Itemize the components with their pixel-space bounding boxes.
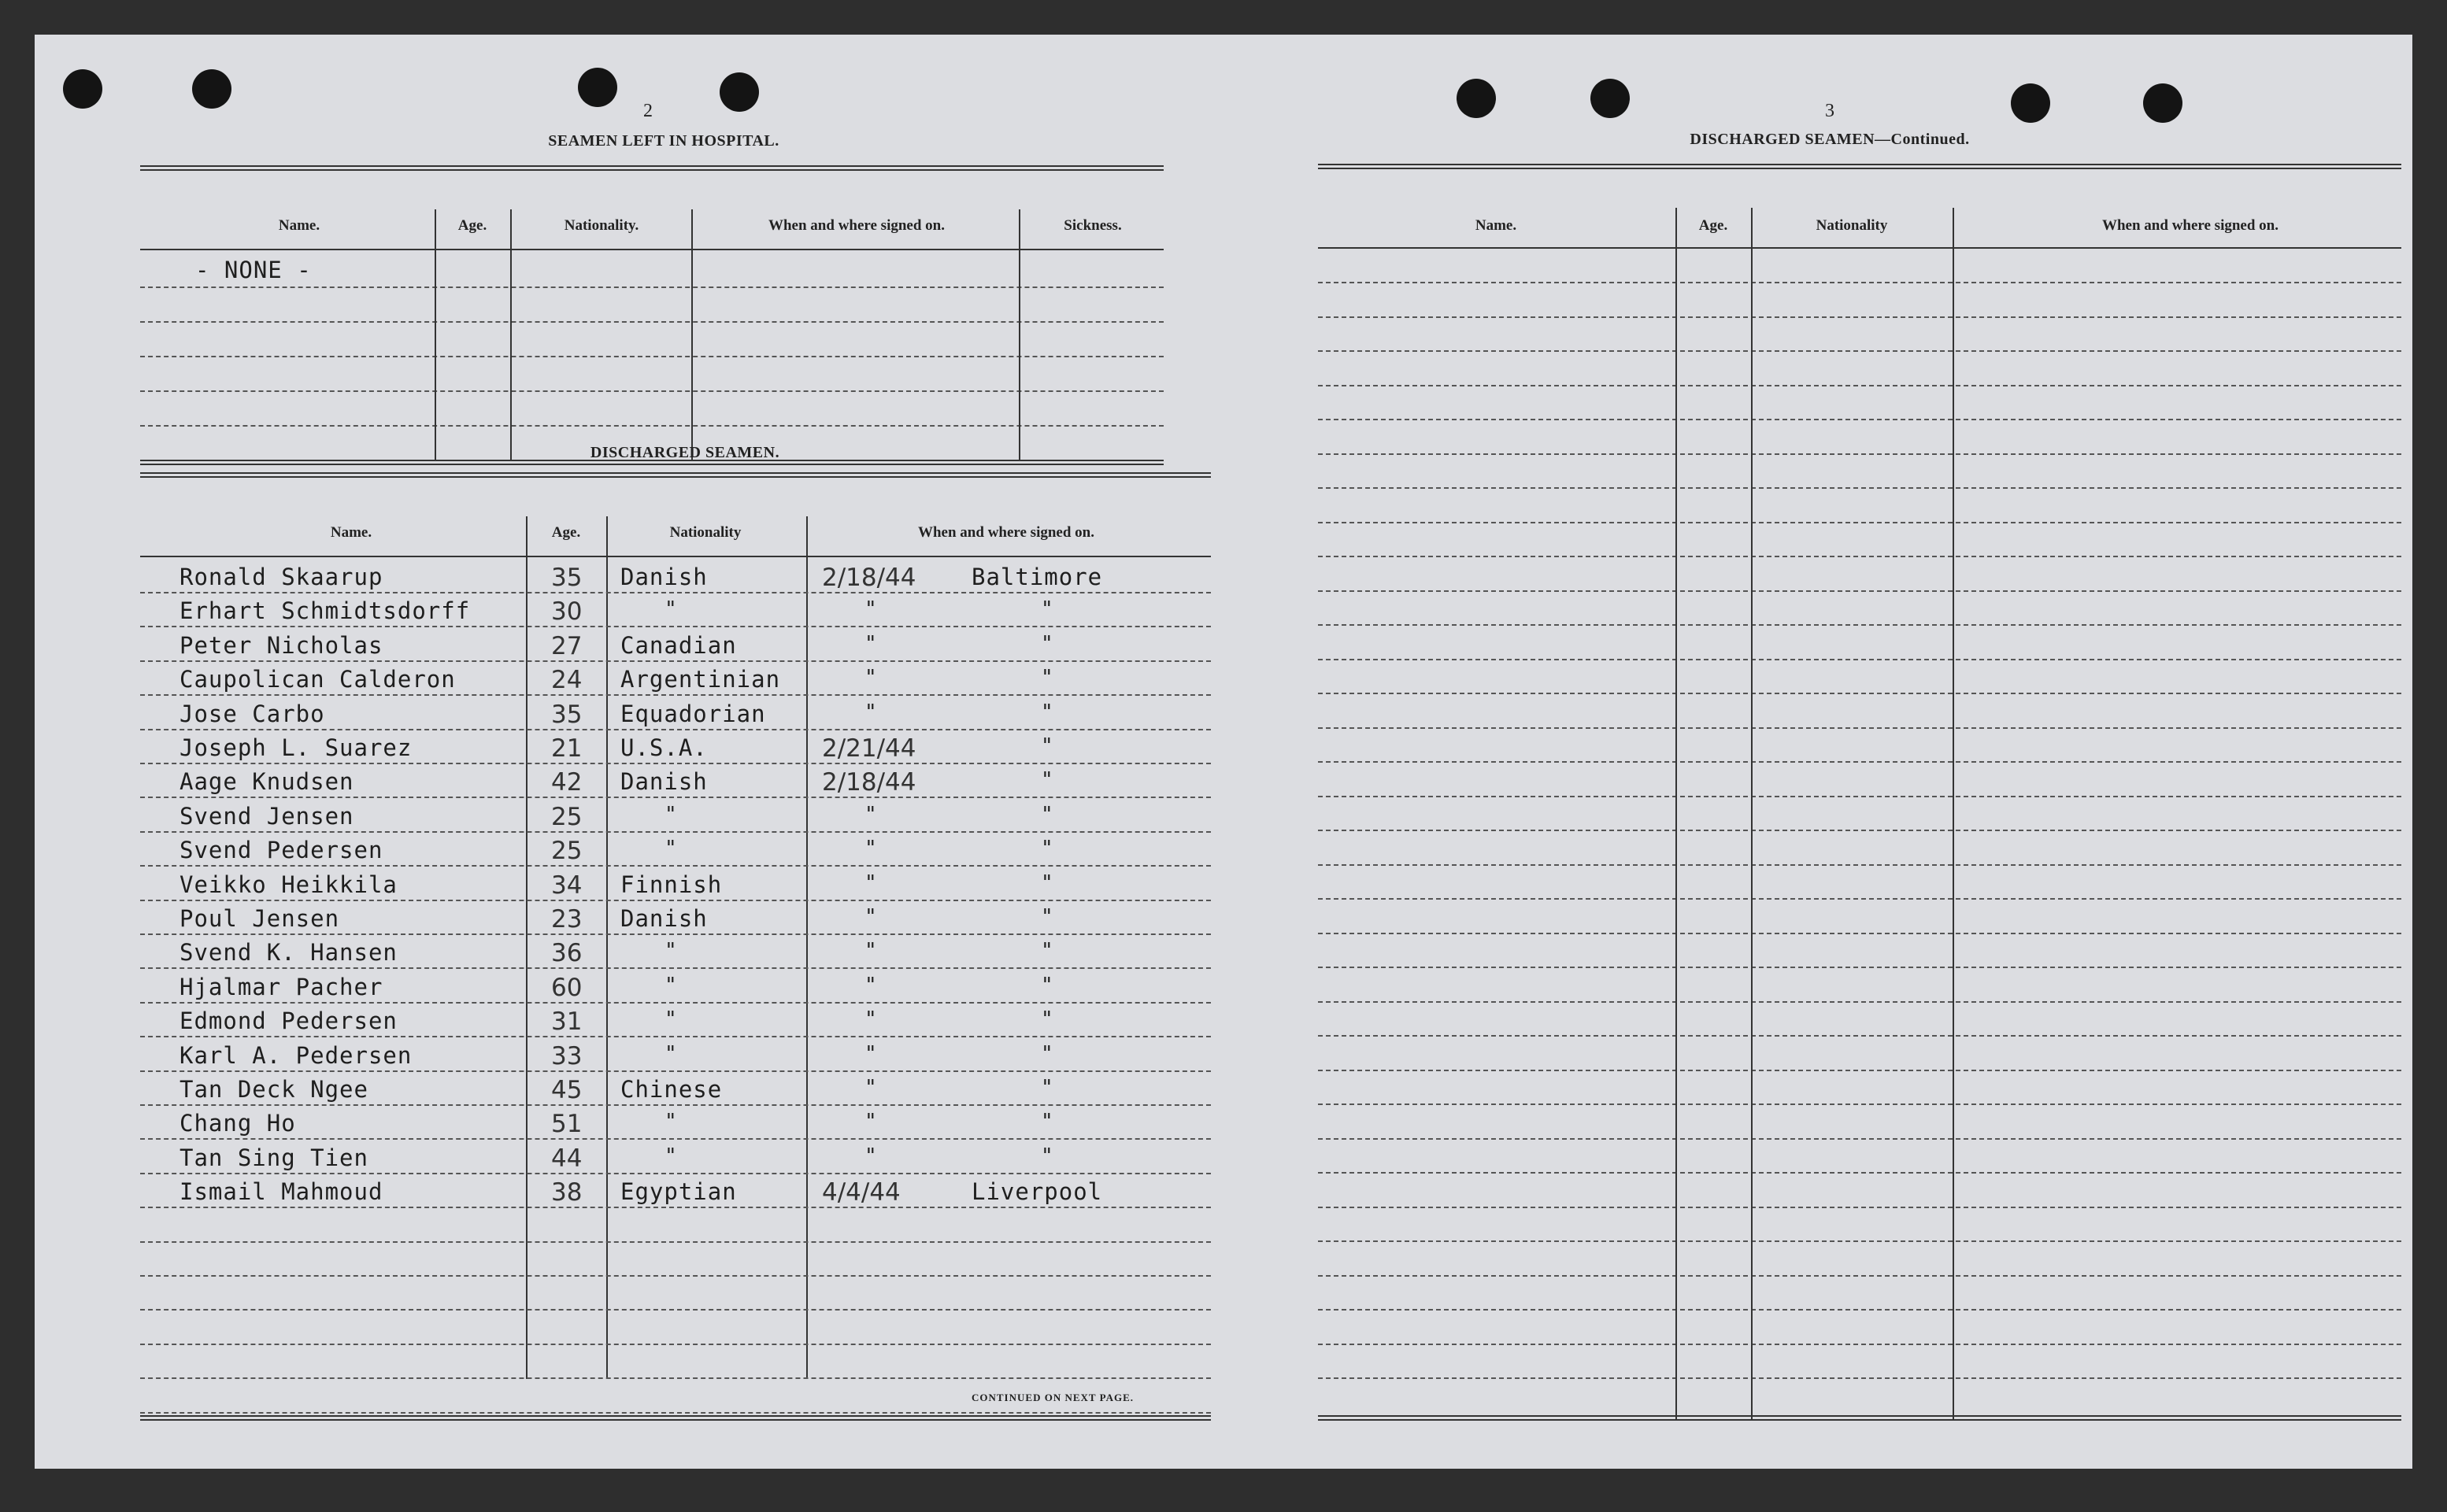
hospital-header-sickness: Sickness. [1064, 217, 1122, 234]
seaman-name: Hjalmar Pacher [180, 973, 383, 1000]
seaman-age: 30 [551, 597, 583, 627]
blank-row-line [1318, 590, 2401, 592]
signed-on-place: " [1041, 1076, 1053, 1100]
seaman-nationality: U.S.A. [620, 734, 708, 761]
blank-row-line [1318, 556, 2401, 557]
seaman-age: 60 [551, 973, 583, 1002]
seaman-age: 51 [551, 1110, 583, 1139]
punch-hole [192, 69, 231, 109]
blank-row-line [1318, 419, 2401, 420]
signed-on-date: " [864, 837, 877, 861]
seaman-age: 38 [551, 1178, 583, 1207]
continued-header-nationality: Nationality [1816, 217, 1888, 234]
blank-row-line [1318, 282, 2401, 283]
blank-row-line [1318, 933, 2401, 934]
signed-on-date: 2/21/44 [822, 734, 916, 763]
blank-row-line [1318, 898, 2401, 900]
seaman-nationality: Danish [620, 905, 708, 932]
seaman-name: Svend K. Hansen [180, 939, 398, 967]
seaman-name: Erhart Schmidtsdorff [180, 597, 471, 625]
blank-row-line [140, 1309, 1211, 1311]
blank-row-line [1318, 1377, 2401, 1379]
seaman-age: 25 [551, 802, 583, 831]
seaman-nationality: " [665, 1110, 677, 1134]
hospital-header-name: Name. [278, 217, 320, 234]
blank-row-line [1318, 1309, 2401, 1311]
signed-on-place: " [1041, 802, 1053, 826]
signed-on-place: " [1041, 734, 1053, 758]
blank-row-line [1318, 487, 2401, 489]
blank-row-line [1318, 1344, 2401, 1345]
blank-row-line [1318, 1240, 2401, 1242]
discharged-header-name: Name. [330, 524, 372, 541]
seaman-age: 34 [551, 871, 583, 900]
blank-row-line [1318, 761, 2401, 763]
blank-row-line [1318, 727, 2401, 729]
blank-row-line [1318, 796, 2401, 797]
seaman-age: 27 [551, 631, 583, 660]
signed-on-date: " [864, 871, 877, 895]
seaman-nationality: Danish [620, 564, 708, 590]
signed-on-date: " [864, 1076, 877, 1100]
signed-on-place: " [1041, 631, 1053, 656]
seaman-age: 35 [551, 564, 583, 592]
punch-hole [578, 68, 617, 107]
seaman-nationality: " [665, 837, 677, 861]
seaman-age: 45 [551, 1076, 583, 1104]
signed-on-place: " [1041, 871, 1053, 895]
punch-hole [63, 69, 102, 109]
hospital-header-age: Age. [457, 217, 487, 234]
blank-row-line [1318, 1070, 2401, 1071]
punch-hole [2143, 83, 2182, 123]
blank-row-line [1318, 624, 2401, 626]
seaman-name: Jose Carbo [180, 700, 325, 727]
seaman-age: 44 [551, 1144, 583, 1173]
seaman-name: Ronald Skaarup [180, 564, 383, 590]
discharged-header-nationality: Nationality [669, 524, 742, 541]
blank-row-line [140, 1275, 1211, 1277]
seaman-name: Edmond Pedersen [180, 1007, 398, 1035]
continued-header-name: Name. [1475, 217, 1517, 234]
seaman-nationality: Equadorian [620, 700, 766, 727]
punch-hole [720, 72, 759, 112]
seaman-age: 33 [551, 1041, 583, 1070]
signed-on-date: 2/18/44 [822, 564, 916, 592]
punch-hole [1590, 79, 1630, 118]
blank-row-line [1318, 522, 2401, 523]
continued-header-age: Age. [1698, 217, 1728, 234]
seaman-age: 35 [551, 700, 583, 729]
signed-on-date: 4/4/44 [822, 1178, 901, 1207]
signed-on-place: " [1041, 1144, 1053, 1168]
signed-on-date: " [864, 597, 877, 622]
blank-row-line [140, 1241, 1211, 1243]
hospital-table [140, 161, 1164, 468]
page-number: 3 [1825, 101, 1834, 121]
seaman-name: Chang Ho [180, 1110, 296, 1137]
signed-on-place: " [1041, 597, 1053, 622]
signed-on-date: " [864, 700, 877, 724]
seaman-nationality: Chinese [620, 1076, 723, 1103]
discharged-header-age: Age. [551, 524, 581, 541]
discharged-table [140, 468, 1211, 1428]
signed-on-date: " [864, 905, 877, 929]
seaman-nationality: " [665, 1007, 677, 1032]
seaman-name: Peter Nicholas [180, 631, 383, 659]
signed-on-place: Baltimore [972, 564, 1103, 590]
signed-on-date: " [864, 1110, 877, 1134]
seaman-name: Tan Sing Tien [180, 1144, 368, 1171]
hospital-header-signed-on: When and where signed on. [768, 217, 946, 234]
seaman-name: Karl A. Pedersen [180, 1041, 413, 1069]
blank-row-line [1318, 350, 2401, 352]
blank-row-line [140, 1412, 1211, 1414]
seaman-age: 36 [551, 939, 583, 968]
blank-row-line [1318, 1035, 2401, 1037]
seaman-age: 24 [551, 666, 583, 695]
signed-on-place: " [1041, 939, 1053, 963]
blank-row-line [1318, 693, 2401, 694]
seaman-nationality: " [665, 1041, 677, 1066]
hospital-entry-none: - NONE - [195, 257, 312, 283]
blank-row-line [140, 1377, 1211, 1379]
blank-row-line [1318, 659, 2401, 660]
blank-row-line [1318, 864, 2401, 866]
blank-row-line [1318, 1001, 2401, 1003]
signed-on-date: " [864, 1041, 877, 1066]
seaman-age: 25 [551, 837, 583, 866]
signed-on-date: 2/18/44 [822, 768, 916, 797]
blank-row-line [1318, 1172, 2401, 1174]
signed-on-place: " [1041, 1041, 1053, 1066]
signed-on-date: " [864, 1144, 877, 1168]
signed-on-place: " [1041, 837, 1053, 861]
signed-on-place: " [1041, 973, 1053, 997]
signed-on-place: " [1041, 905, 1053, 929]
seaman-nationality: Egyptian [620, 1178, 737, 1206]
seaman-nationality: " [665, 802, 677, 826]
blank-row-line [1318, 1138, 2401, 1140]
blank-row-line [140, 1344, 1211, 1345]
discharged-section-title: DISCHARGED SEAMEN. [590, 444, 780, 461]
signed-on-place: " [1041, 1007, 1053, 1032]
seaman-age: 31 [551, 1007, 583, 1037]
blank-row-line [1318, 1275, 2401, 1277]
document-sheet [35, 35, 2412, 1469]
signed-on-place: " [1041, 768, 1053, 793]
seaman-nationality: Canadian [620, 631, 737, 659]
signed-on-date: " [864, 802, 877, 826]
signed-on-place: " [1041, 700, 1053, 724]
blank-row-line [1318, 316, 2401, 318]
seaman-name: Poul Jensen [180, 905, 340, 932]
signed-on-date: " [864, 973, 877, 997]
blank-row-line [1318, 830, 2401, 831]
blank-row-line [1318, 385, 2401, 386]
punch-hole [1457, 79, 1496, 118]
discharged-header-signed-on: When and where signed on. [917, 524, 1095, 541]
signed-on-place: Liverpool [972, 1178, 1103, 1206]
seaman-nationality: Danish [620, 768, 708, 796]
seaman-name: Svend Jensen [180, 802, 354, 830]
page-number: 2 [643, 101, 653, 121]
seaman-age: 23 [551, 905, 583, 933]
discharged-continued-table [1318, 161, 2401, 1428]
signed-on-date: " [864, 939, 877, 963]
seaman-name: Ismail Mahmoud [180, 1178, 383, 1206]
seaman-nationality: " [665, 1144, 677, 1168]
continued-header-signed-on: When and where signed on. [2101, 217, 2279, 234]
blank-row-line [1318, 967, 2401, 968]
seaman-nationality: Finnish [620, 871, 723, 898]
seaman-name: Veikko Heikkila [180, 871, 398, 898]
signed-on-date: " [864, 1007, 877, 1032]
hospital-section-title: SEAMEN LEFT IN HOSPITAL. [548, 132, 779, 150]
seaman-nationality: " [665, 597, 677, 622]
blank-row-line [1318, 453, 2401, 455]
seaman-age: 21 [551, 734, 583, 763]
seaman-nationality: " [665, 939, 677, 963]
signed-on-date: " [864, 631, 877, 656]
signed-on-date: " [864, 666, 877, 690]
continued-footer: CONTINUED ON NEXT PAGE. [972, 1392, 1134, 1403]
seaman-name: Svend Pedersen [180, 837, 383, 864]
hospital-header-nationality: Nationality. [564, 217, 639, 234]
blank-row-line [1318, 1207, 2401, 1208]
punch-hole [2011, 83, 2050, 123]
seaman-name: Caupolican Calderon [180, 666, 456, 693]
seaman-age: 42 [551, 768, 583, 797]
blank-row-line [1318, 1104, 2401, 1105]
continued-section-title: DISCHARGED SEAMEN—Continued. [1690, 131, 1970, 148]
seaman-name: Aage Knudsen [180, 768, 354, 796]
seaman-name: Tan Deck Ngee [180, 1076, 368, 1103]
signed-on-place: " [1041, 1110, 1053, 1134]
seaman-nationality: " [665, 973, 677, 997]
seaman-nationality: Argentinian [620, 666, 781, 693]
seaman-name: Joseph L. Suarez [180, 734, 413, 761]
signed-on-place: " [1041, 666, 1053, 690]
